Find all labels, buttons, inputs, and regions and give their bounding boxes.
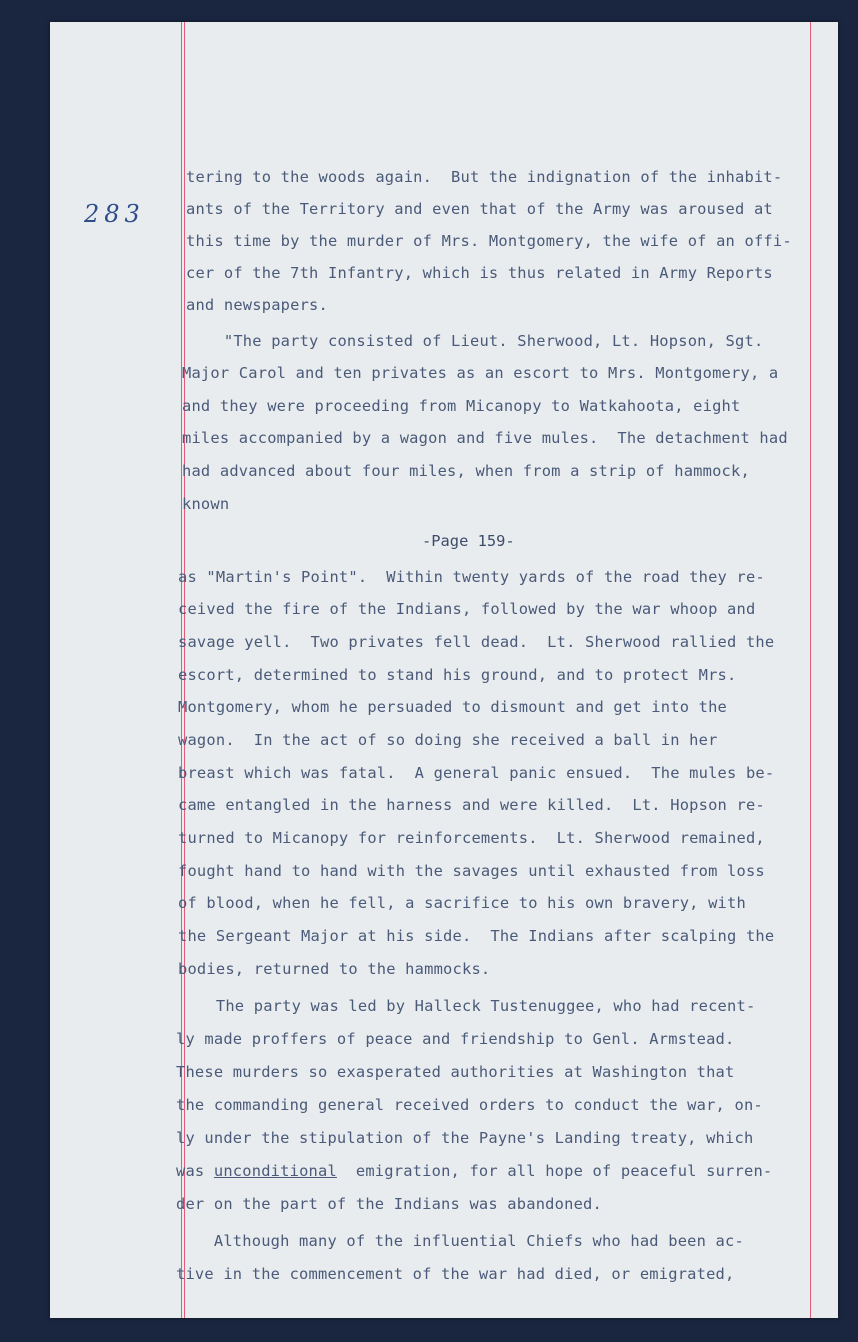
- text-line: ly made proffers of peace and friendship to Genl. Armstead.: [176, 1030, 735, 1048]
- text-line: fought hand to hand with the savages until exhausted from loss: [178, 862, 765, 880]
- text-line: Montgomery, whom he persuaded to dismount and get into the: [178, 698, 728, 716]
- text-line: the Sergeant Major at his side. The Indians after scalping the: [178, 927, 775, 945]
- text-line: wagon. In the act of so doing she received a ball in her: [178, 731, 718, 749]
- text-fragment: emigration, for all hope of peaceful surren-: [336, 1162, 773, 1180]
- text-line: The party was led by Halleck Tustenuggee, who had recent-: [178, 997, 756, 1015]
- text-line: "The party consisted of Lieut. Sherwood, Lt. Hopson, Sgt.: [186, 332, 764, 350]
- text-line: tering to the woods again. But the indignation of the inhabit-: [186, 168, 783, 186]
- document-page: [50, 22, 838, 1318]
- text-fragment: was: [176, 1162, 214, 1180]
- handwritten-page-number: 283: [84, 200, 145, 228]
- text-line: known: [182, 495, 230, 513]
- text-line: cer of the 7th Infantry, which is thus related in Army Reports: [186, 264, 773, 282]
- text-line: Major Carol and ten privates as an escort to Mrs. Montgomery, a: [182, 364, 779, 382]
- text-line: breast which was fatal. A general panic ensued. The mules be-: [178, 764, 775, 782]
- underlined-word: unconditional: [213, 1162, 337, 1180]
- text-line: and newspapers.: [186, 296, 328, 314]
- text-line: tive in the commencement of the war had died, or emigrated,: [176, 1265, 735, 1283]
- text-line: savage yell. Two privates fell dead. Lt. Sherwood rallied the: [178, 633, 775, 651]
- text-line: bodies, returned to the hammocks.: [178, 960, 491, 978]
- text-line: turned to Micanopy for reinforcements. Lt. Sherwood remained,: [178, 829, 765, 847]
- text-line: had advanced about four miles, when from a strip of hammock,: [182, 462, 750, 480]
- right-margin-rule: [810, 22, 811, 1318]
- text-line: miles accompanied by a wagon and five mules. The detachment had: [182, 429, 788, 447]
- text-line: These murders so exasperated authorities at Washington that: [176, 1063, 735, 1081]
- page-marker: -Page 159-: [422, 532, 515, 550]
- text-line: ceived the fire of the Indians, followed by the war whoop and: [178, 600, 756, 618]
- text-line: der on the part of the Indians was abandoned.: [176, 1195, 602, 1213]
- text-line: ly under the stipulation of the Payne's Landing treaty, which: [176, 1129, 754, 1147]
- text-line: [176, 1162, 772, 1180]
- text-line: this time by the murder of Mrs. Montgomery, the wife of an offi-: [186, 232, 792, 250]
- text-line: and they were proceeding from Micanopy to Watkahoota, eight: [182, 397, 741, 415]
- text-line: escort, determined to stand his ground, and to protect Mrs.: [178, 666, 737, 684]
- text-line: the commanding general received orders to conduct the war, on-: [176, 1096, 763, 1114]
- text-line: as "Martin's Point". Within twenty yards of the road they re-: [178, 568, 765, 586]
- text-line: of blood, when he fell, a sacrifice to his own bravery, with: [178, 894, 746, 912]
- text-line: ants of the Territory and even that of the Army was aroused at: [186, 200, 773, 218]
- text-line: came entangled in the harness and were killed. Lt. Hopson re-: [178, 796, 765, 814]
- text-line: Although many of the influential Chiefs who had been ac-: [176, 1232, 744, 1250]
